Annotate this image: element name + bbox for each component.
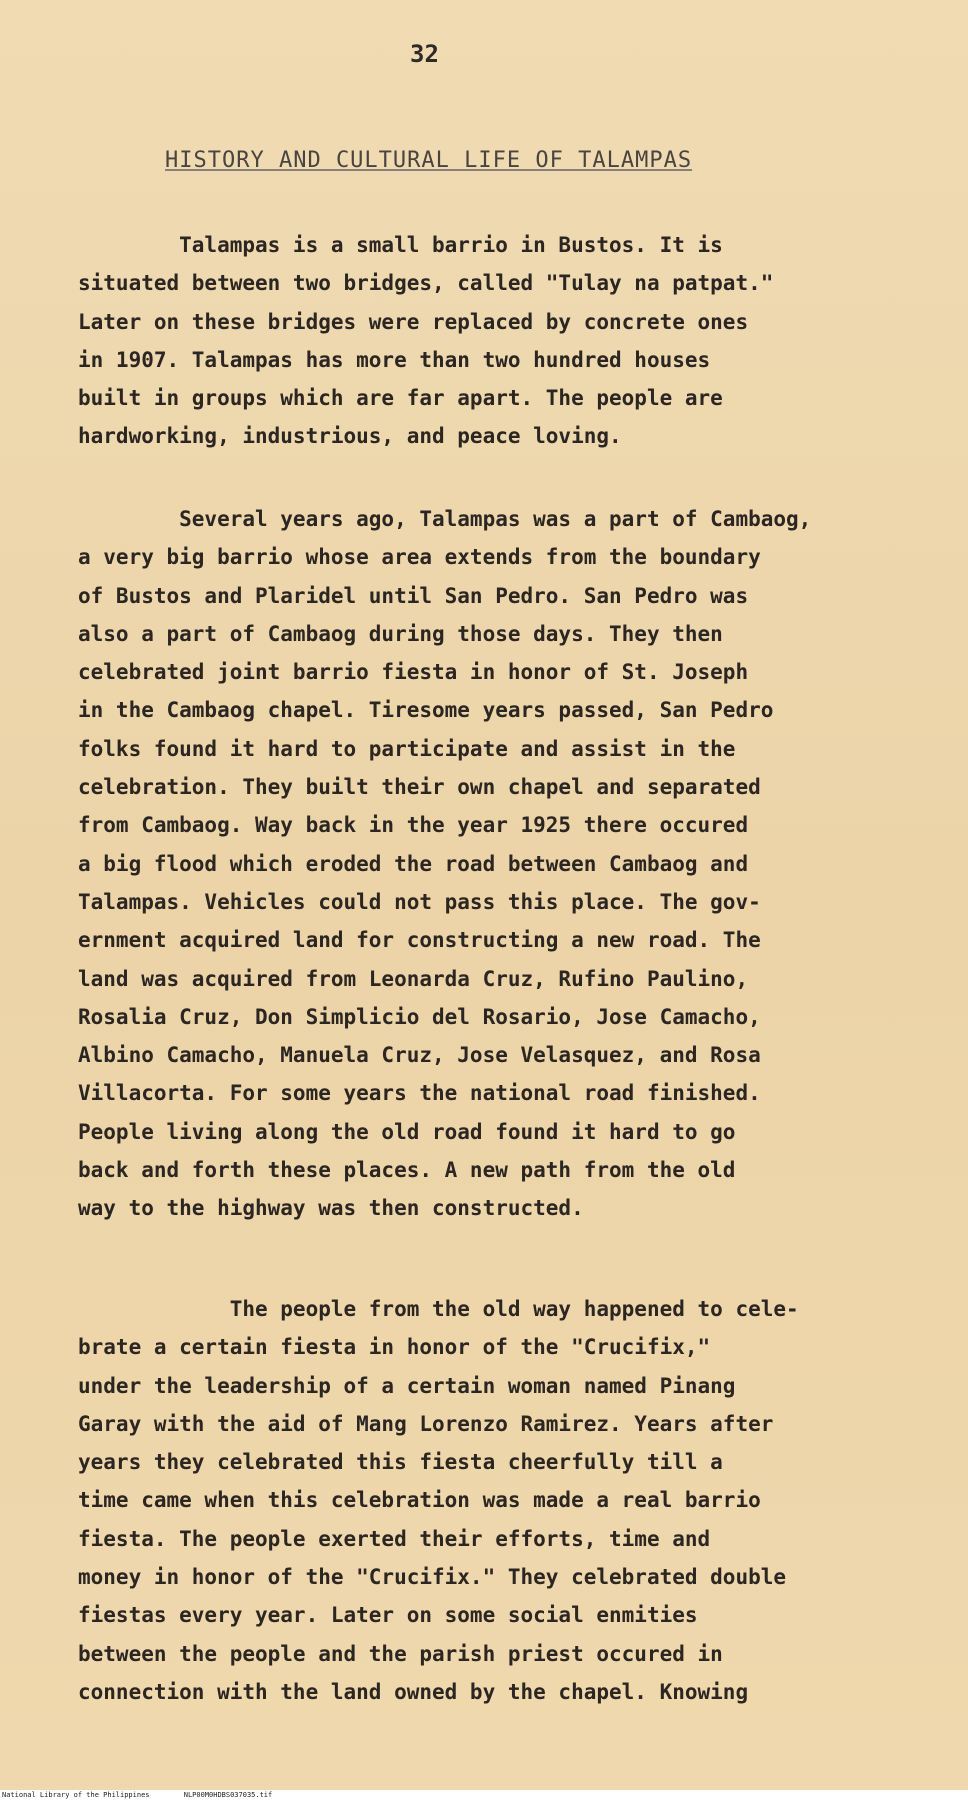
text-line: Garay with the aid of Mang Lorenzo Ramirez. Years after xyxy=(78,1411,774,1436)
page-number: 32 xyxy=(410,40,439,68)
text-line: brate a certain fiesta in honor of the "Crucifix," xyxy=(78,1335,711,1360)
text-line: Talampas. Vehicles could not pass this place. The gov- xyxy=(78,889,761,914)
text-line: fiesta. The people exerted their efforts, time and xyxy=(78,1526,711,1551)
paragraph-3 xyxy=(78,1290,918,1711)
text-line: money in honor of the "Crucifix." They celebrated double xyxy=(78,1565,787,1590)
text-line: under the leadership of a certain woman named Pinang xyxy=(78,1373,736,1398)
archive-footer xyxy=(0,1791,968,1800)
text-line: of Bustos and Plaridel until San Pedro. San Pedro was xyxy=(78,583,749,608)
text-line: between the people and the parish priest occured in xyxy=(78,1641,723,1666)
text-line: in 1907. Talampas has more than two hundred houses xyxy=(78,347,711,372)
document-title: HISTORY AND CULTURAL LIFE OF TALAMPAS xyxy=(165,148,693,173)
text-line: built in groups which are far apart. The people are xyxy=(78,386,723,411)
text-line: land was acquired from Leonarda Cruz, Rufino Paulino, xyxy=(78,966,749,991)
text-line: a big flood which eroded the road between Cambaog and xyxy=(78,851,749,876)
text-line: Rosalia Cruz, Don Simplicio del Rosario, Jose Camacho, xyxy=(78,1004,761,1029)
text-line: Several years ago, Talampas was a part of Cambaog, xyxy=(78,507,812,531)
text-line: folks found it hard to participate and assist in the xyxy=(78,736,736,761)
text-line: Talampas is a small barrio in Bustos. It is xyxy=(78,233,723,257)
text-line: connection with the land owned by the chapel. Knowing xyxy=(78,1679,749,1704)
text-line: Albino Camacho, Manuela Cruz, Jose Velasquez, and Rosa xyxy=(78,1043,761,1068)
text-line: from Cambaog. Way back in the year 1925 there occured xyxy=(78,813,749,838)
text-line: celebrated joint barrio fiesta in honor of St. Joseph xyxy=(78,660,749,685)
text-line: back and forth these places. A new path from the old xyxy=(78,1158,736,1183)
text-line: also a part of Cambaog during those days. They then xyxy=(78,621,723,646)
text-line: Later on these bridges were replaced by concrete ones xyxy=(78,309,749,334)
text-line: fiestas every year. Later on some social enmities xyxy=(78,1603,698,1628)
text-line: hardworking, industrious, and peace loving. xyxy=(78,424,622,449)
text-line: a very big barrio whose area extends from the boundary xyxy=(78,545,761,570)
text-line: way to the highway was then constructed. xyxy=(78,1196,584,1221)
text-line: celebration. They built their own chapel and separated xyxy=(78,775,761,800)
text-line: The people from the old way happened to cele- xyxy=(78,1297,799,1321)
text-line: years they celebrated this fiesta cheerfully till a xyxy=(78,1450,723,1475)
text-line: in the Cambaog chapel. Tiresome years passed, San Pedro xyxy=(78,698,774,723)
footer-file-code: NLP00M0HDBS037035.tif xyxy=(183,1791,273,1799)
text-line: People living along the old road found it hard to go xyxy=(78,1119,736,1144)
paragraph-1 xyxy=(78,226,918,456)
footer-institution: National Library of the Philippines xyxy=(2,1791,150,1799)
text-line: time came when this celebration was made a real barrio xyxy=(78,1488,761,1513)
text-line: situated between two bridges, called "Tulay na patpat." xyxy=(78,271,774,296)
text-line: ernment acquired land for constructing a new road. The xyxy=(78,928,761,953)
text-line: Villacorta. For some years the national road finished. xyxy=(78,1081,761,1106)
paragraph-2 xyxy=(78,500,918,1228)
